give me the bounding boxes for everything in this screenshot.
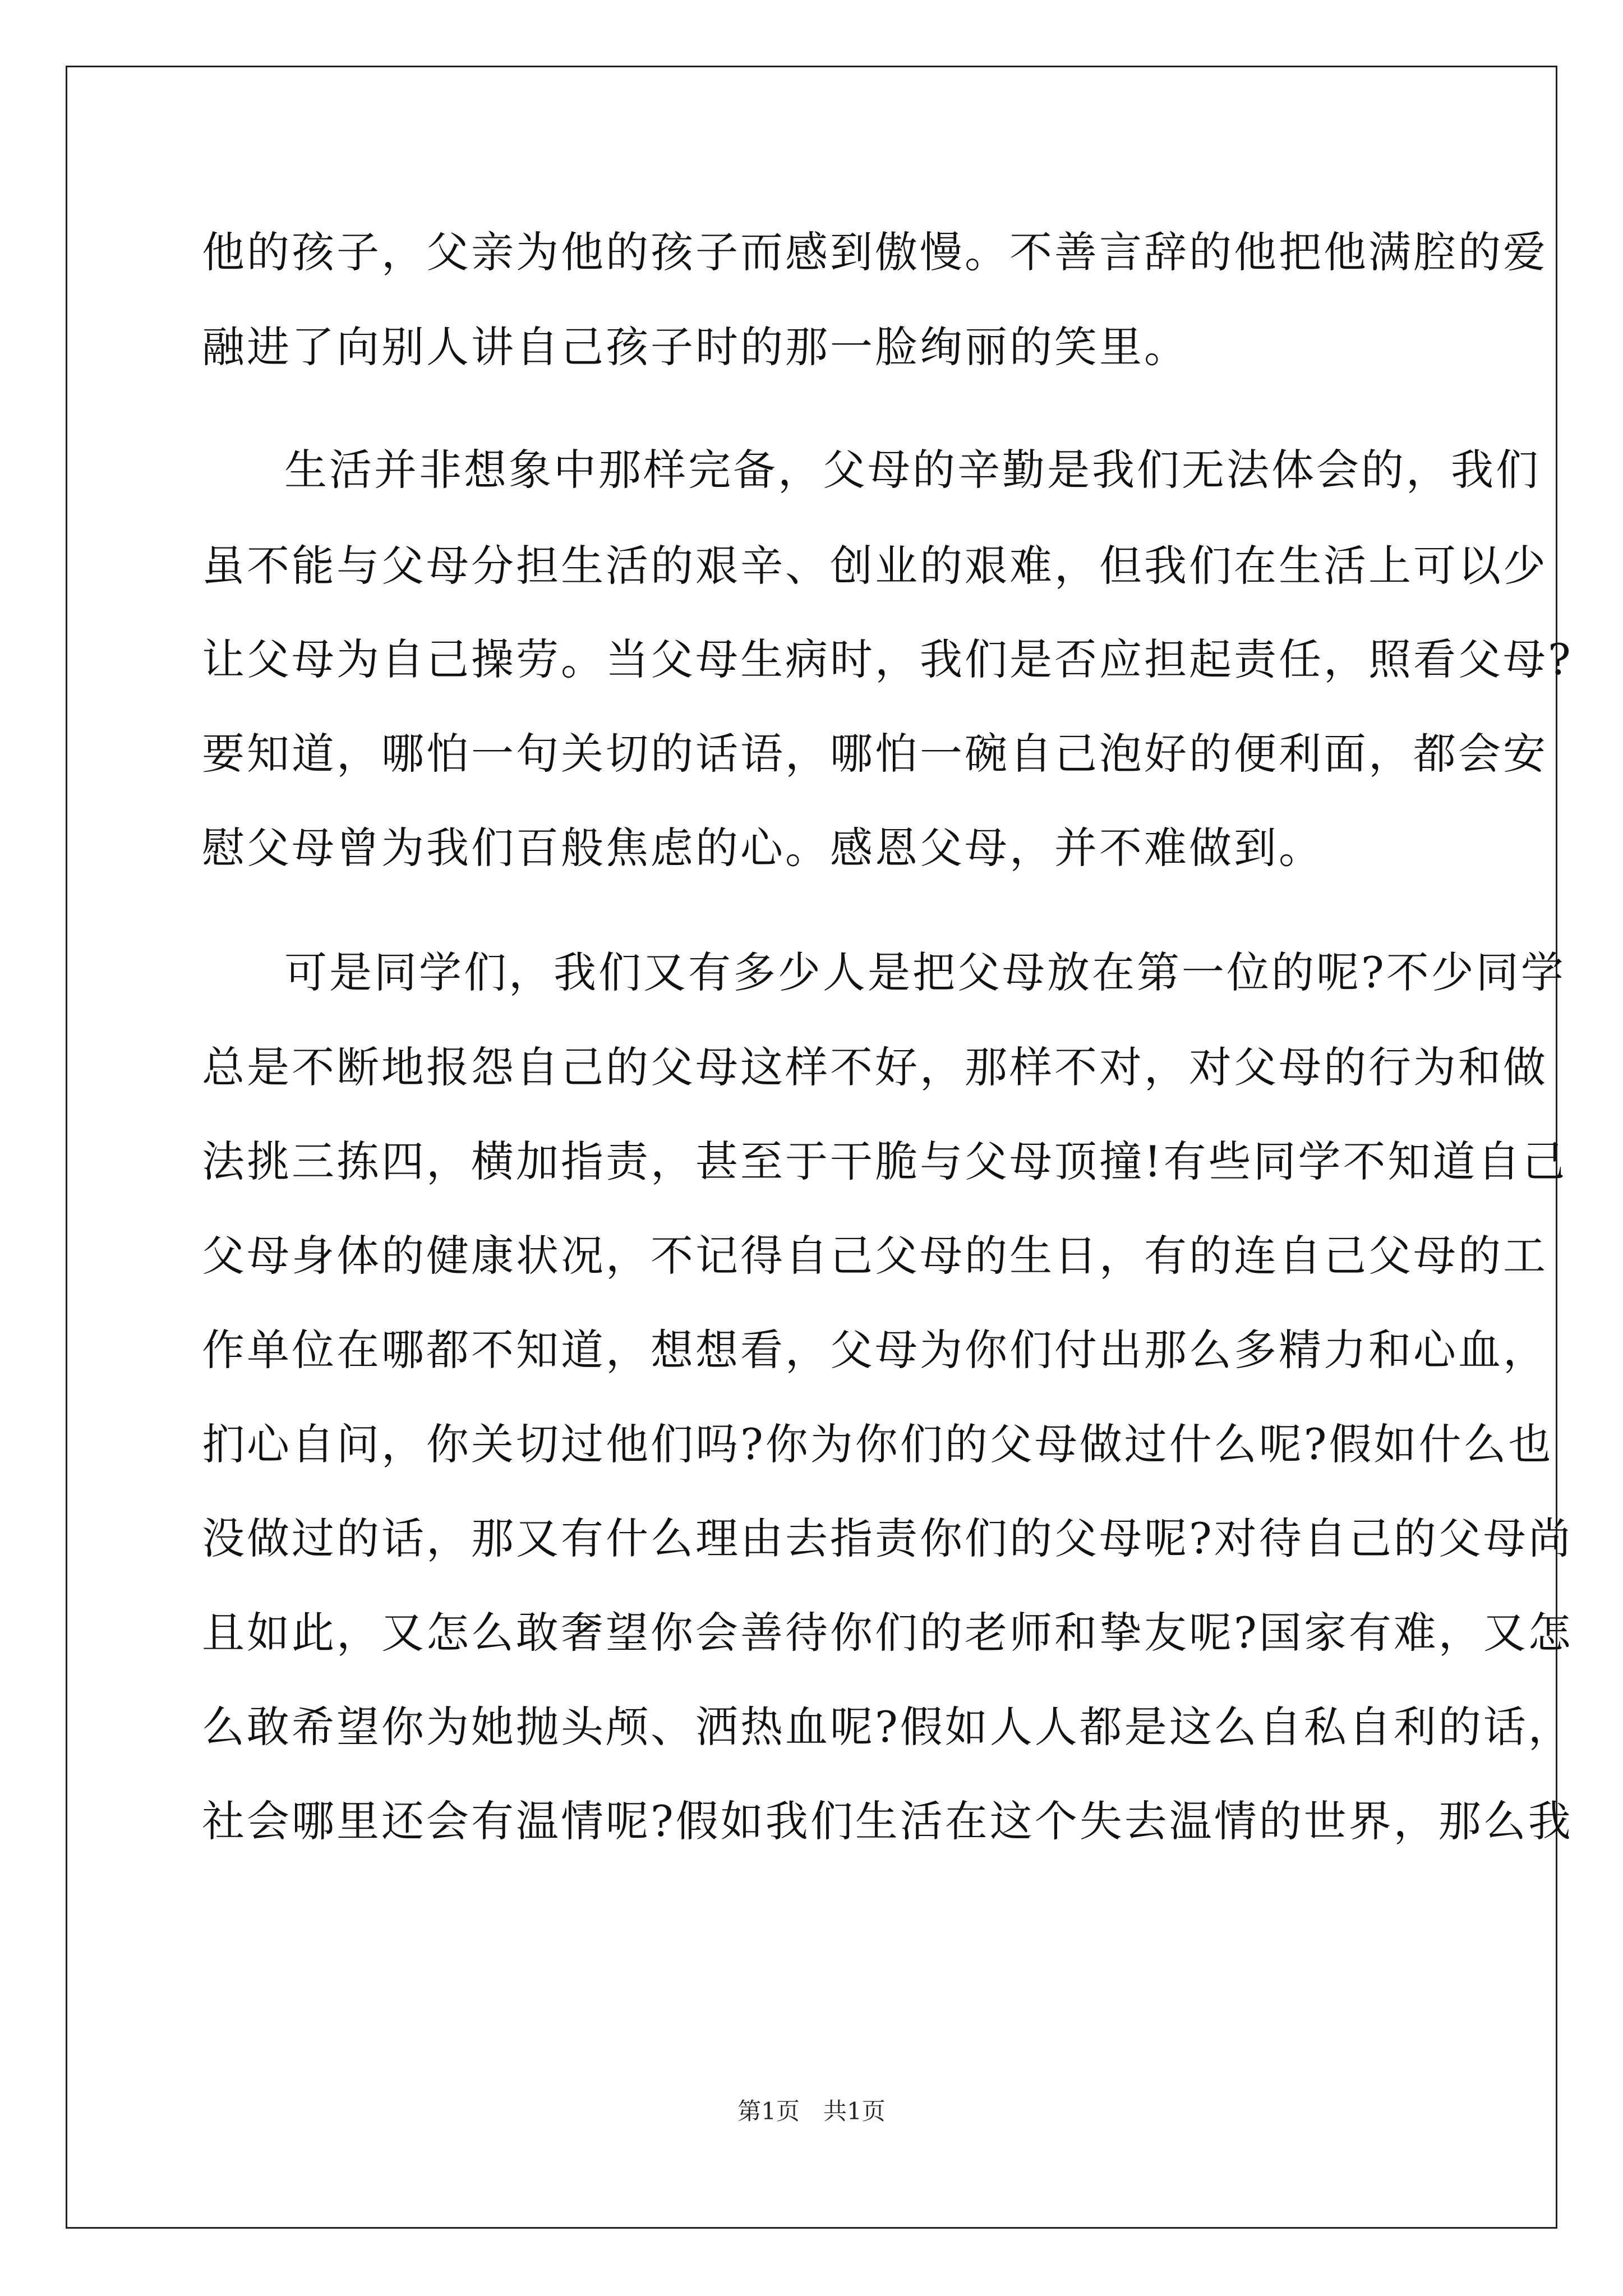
text-line: 么敢希望你为她抛头颅、洒热血呢?假如人人都是这么自私自利的话， [202, 1702, 1573, 1752]
text-line: 作单位在哪都不知道，想想看，父母为你们付出那么多精力和心血， [202, 1325, 1548, 1375]
text-line: 融进了向别人讲自己孩子时的那一脸绚丽的笑里。 [202, 322, 1189, 372]
text-line: 慰父母曾为我们百般焦虑的心。感恩父母，并不难做到。 [202, 823, 1324, 873]
text-line: 生活并非想象中那样完备，父母的辛勤是我们无法体会的，我们 [284, 445, 1541, 495]
text-line: 要知道，哪怕一句关切的话语，哪怕一碗自己泡好的便利面，都会安 [202, 729, 1548, 779]
page-number-footer: 第1页 共1页 [737, 2097, 886, 2125]
text-line: 法挑三拣四，横加指责，甚至于干脆与父母顶撞!有些同学不知道自己 [202, 1137, 1567, 1186]
text-line: 让父母为自己操劳。当父母生病时，我们是否应担起责任，照看父母? [202, 634, 1573, 684]
text-line: 虽不能与父母分担生活的艰辛、创业的艰难，但我们在生活上可以少 [202, 541, 1548, 591]
text-line: 扪心自问，你关切过他们吗?你为你们的父母做过什么呢?假如什么也 [202, 1419, 1553, 1469]
text-line: 没做过的话，那又有什么理由去指责你们的父母呢?对待自己的父母尚 [202, 1513, 1573, 1563]
text-line: 总是不断地报怨自己的父母这样不好，那样不对，对父母的行为和做 [202, 1042, 1548, 1092]
text-line: 父母身体的健康状况，不记得自己父母的生日，有的连自己父母的工 [202, 1231, 1548, 1281]
text-line: 可是同学们，我们又有多少人是把父母放在第一位的呢?不少同学 [284, 947, 1566, 997]
text-line: 且如此，又怎么敢奢望你会善待你们的老师和挚友呢?国家有难，又怎 [202, 1608, 1573, 1658]
text-line: 社会哪里还会有温情呢?假如我们生活在这个失去温情的世界，那么我 [202, 1796, 1573, 1846]
text-line: 他的孩子，父亲为他的孩子而感到傲慢。不善言辞的他把他满腔的爱 [202, 227, 1548, 277]
